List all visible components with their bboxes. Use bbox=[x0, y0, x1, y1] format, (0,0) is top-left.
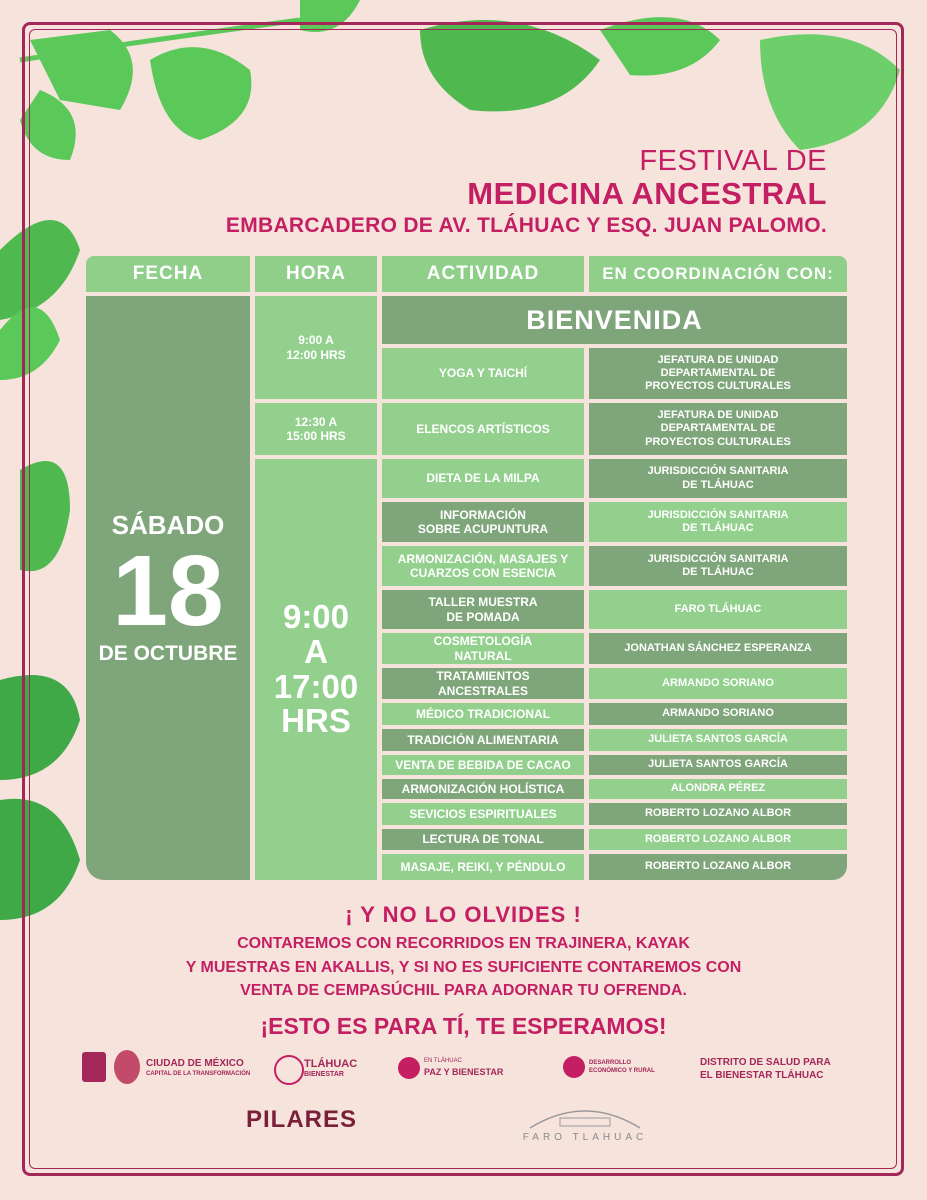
cdmx-name: CIUDAD DE MÉXICO bbox=[146, 1058, 244, 1069]
activity-cell: LECTURA DE TONAL bbox=[382, 829, 584, 850]
coordination-cell: ROBERTO LOZANO ALBOR bbox=[589, 803, 847, 825]
coordination-cell: ROBERTO LOZANO ALBOR bbox=[589, 854, 847, 880]
coordination-cell: JEFATURA DE UNIDAD DEPARTAMENTAL DE PROYECTOS CULTURALES bbox=[589, 348, 847, 399]
time-slot-3-a: A bbox=[304, 632, 328, 670]
activity-cell: TRADICIÓN ALIMENTARIA bbox=[382, 729, 584, 751]
activity-cell: MASAJE, REIKI, Y PÉNDULO bbox=[382, 854, 584, 880]
paz-pre: EN TLÁHUAC bbox=[424, 1058, 462, 1064]
coordination-cell: ARMANDO SORIANO bbox=[589, 703, 847, 725]
festival-location: EMBARCADERO DE AV. TLÁHUAC Y ESQ. JUAN PALOMO. bbox=[225, 214, 827, 237]
coordination-cell: JURISDICCIÓN SANITARIA DE TLÁHUAC bbox=[589, 546, 847, 586]
date-day-number: 18 bbox=[112, 535, 224, 647]
activity-cell: MÉDICO TRADICIONAL bbox=[382, 703, 584, 725]
reminder-title: ¡ Y NO LO OLVIDES ! bbox=[345, 902, 582, 927]
festival-title-line2: MEDICINA ANCESTRAL bbox=[467, 176, 827, 211]
activity-cell: ELENCOS ARTÍSTICOS bbox=[382, 403, 584, 455]
festival-title-line1: FESTIVAL DE bbox=[639, 145, 827, 177]
date-month: DE OCTUBRE bbox=[98, 642, 238, 665]
header-coordinacion: EN COORDINACIÓN CON: bbox=[589, 256, 847, 292]
time-slot-3-start: 9:00 bbox=[282, 598, 350, 636]
header-hora: HORA bbox=[255, 256, 377, 292]
distrito-line2: EL BIENESTAR TLÁHUAC bbox=[700, 1070, 824, 1081]
desarrollo-circle-icon bbox=[563, 1056, 585, 1078]
header-actividad: ACTIVIDAD bbox=[382, 256, 584, 292]
welcome-banner: BIENVENIDA bbox=[382, 296, 847, 344]
paz-name: PAZ Y BIENESTAR bbox=[424, 1067, 504, 1077]
activity-cell: TALLER MUESTRA DE POMADA bbox=[382, 590, 584, 629]
activity-cell: TRATAMIENTOS ANCESTRALES bbox=[382, 668, 584, 699]
distrito-line1: DISTRITO DE SALUD PARA bbox=[700, 1057, 831, 1068]
cdmx-shield-icon bbox=[82, 1052, 106, 1082]
coordination-cell: ALONDRA PÉREZ bbox=[589, 779, 847, 799]
reminder-line2: Y MUESTRAS EN AKALLIS, Y SI NO ES SUFICIENTE CONTAREMOS CON bbox=[185, 959, 742, 976]
time-slot-3-hrs: HRS bbox=[281, 702, 351, 740]
activity-cell: VENTA DE BEBIDA DE CACAO bbox=[382, 755, 584, 775]
pilares-logo: PILARES bbox=[246, 1106, 358, 1133]
desarrollo-line1: DESARROLLO bbox=[589, 1060, 631, 1066]
time-slot-3 bbox=[255, 459, 377, 880]
closing-message: ¡ESTO ES PARA TÍ, TE ESPERAMOS! bbox=[260, 1013, 667, 1039]
coordination-cell: JURISDICCIÓN SANITARIA DE TLÁHUAC bbox=[589, 502, 847, 542]
activity-cell: COSMETOLOGÍA NATURAL bbox=[382, 633, 584, 664]
coordination-cell: JONATHAN SÁNCHEZ ESPERANZA bbox=[589, 633, 847, 664]
activity-cell: ARMONIZACIÓN HOLÍSTICA bbox=[382, 779, 584, 799]
tlahuac-name: TLÁHUAC bbox=[304, 1058, 358, 1070]
coordination-cell: FARO TLÁHUAC bbox=[589, 590, 847, 629]
date-cell bbox=[86, 296, 250, 880]
cdmx-emblem-icon bbox=[114, 1050, 140, 1084]
time-slot-1: 9:00 A 12:00 HRS bbox=[255, 296, 377, 399]
activity-cell: DIETA DE LA MILPA bbox=[382, 459, 584, 498]
desarrollo-line2: ECONÓMICO Y RURAL bbox=[589, 1068, 655, 1074]
coordination-cell: ROBERTO LOZANO ALBOR bbox=[589, 829, 847, 850]
date-day-name: SÁBADO bbox=[111, 509, 225, 540]
reminder-line3: VENTA DE CEMPASÚCHIL PARA ADORNAR TU OFRENDA. bbox=[240, 982, 687, 999]
tlahuac-circle-icon bbox=[274, 1055, 304, 1085]
activity-cell: SEVICIOS ESPIRITUALES bbox=[382, 803, 584, 825]
cdmx-tagline: CAPITAL DE LA TRANSFORMACIÓN bbox=[146, 1071, 251, 1077]
coordination-cell: ARMANDO SORIANO bbox=[589, 668, 847, 699]
coordination-cell: JURISDICCIÓN SANITARIA DE TLÁHUAC bbox=[589, 459, 847, 498]
time-slot-3-end: 17:00 bbox=[273, 667, 359, 705]
coordination-cell: JULIETA SANTOS GARCÍA bbox=[589, 755, 847, 775]
reminder-line1: CONTAREMOS CON RECORRIDOS EN TRAJINERA, KAYAK bbox=[237, 935, 690, 952]
activity-cell: INFORMACIÓN SOBRE ACUPUNTURA bbox=[382, 502, 584, 542]
coordination-cell: JEFATURA DE UNIDAD DEPARTAMENTAL DE PROYECTOS CULTURALES bbox=[589, 403, 847, 455]
coordination-cell: JULIETA SANTOS GARCÍA bbox=[589, 729, 847, 751]
header-fecha: FECHA bbox=[86, 256, 250, 292]
activity-cell: ARMONIZACIÓN, MASAJES Y CUARZOS CON ESENCIA bbox=[382, 546, 584, 586]
dove-icon bbox=[398, 1057, 420, 1079]
time-slot-2: 12:30 A 15:00 HRS bbox=[255, 403, 377, 455]
faro-arch-icon bbox=[520, 1100, 650, 1130]
activity-cell: YOGA Y TAICHÍ bbox=[382, 348, 584, 399]
tlahuac-sub: BIENESTAR bbox=[304, 1071, 344, 1078]
faro-name: FARO TLAHUAC bbox=[522, 1132, 648, 1143]
